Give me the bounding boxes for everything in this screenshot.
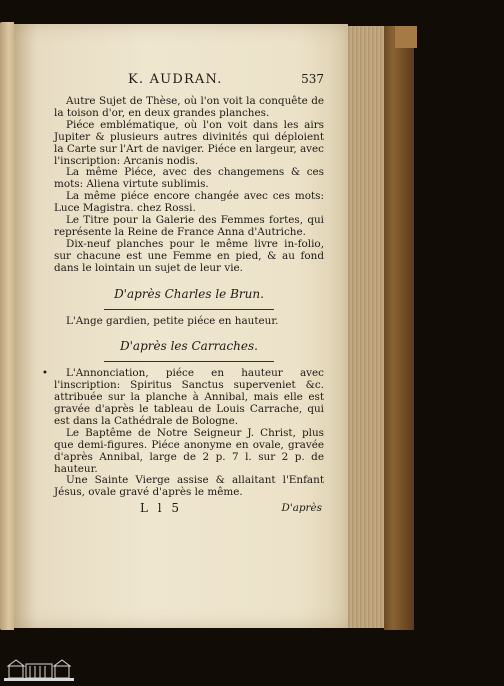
section-heading — [54, 341, 324, 353]
section-heading-text: D'après les Carraches. — [120, 339, 258, 354]
paragraph: Piéce emblématique, où l'on voit dans les airs Jupiter & plusieurs autres divinités qui déploient la Carte sur l'Art de naviger. Piéce en largeur, avec l'inscription: Arcanis nodis. — [54, 118, 324, 167]
section-heading-text: D'après Charles le Brun. — [114, 286, 264, 301]
header-title: K. AUDRAN. — [128, 72, 223, 87]
main-text — [41, 95, 324, 517]
paragraph: Autre Sujet de Thèse, où l'on voit la conquête de la toison d'or, en deux grandes planches. — [54, 95, 324, 119]
section-heading — [54, 286, 324, 301]
paragraph: Dix-neuf planches pour le même livre in-folio, sur chacune est une Femme en pied, & au fond dans le lointain un sujet de leur vie. — [54, 237, 324, 274]
library-building-icon — [4, 658, 74, 682]
paragraph: L'Ange gardien, petite piéce en hauteur. — [66, 314, 279, 327]
page-block-edge — [344, 26, 384, 628]
paragraph: Une Sainte Vierge assise & allaitant l'Enfant Jésus, ovale gravé d'après le même. — [54, 474, 324, 499]
bulleted-entry — [41, 367, 324, 428]
paragraph: La même piéce encore changée avec ces mots: Luce Magistra. chez Rossi. — [54, 190, 324, 215]
paragraph: Le Titre pour la Galerie des Femmes fortes, qui représente la Reine de France Anna d'Autriche. — [54, 214, 324, 238]
section-rule — [104, 361, 274, 362]
margin-bullet: • — [41, 367, 48, 380]
page-text — [14, 24, 348, 628]
signature-mark: L l 5 — [140, 501, 183, 516]
bottom-band — [0, 652, 504, 685]
catchword: D'après — [281, 502, 322, 515]
section-rule — [104, 309, 274, 310]
paragraph: L'Annonciation, piéce en hauteur avec l'inscription: Spiritus Sanctus superveniet &c. attribuée sur la planche à Annibal, mais elle est gravée d'après le tableau de Louis Carrache, qui est dans la Cathédrale de Bologne. — [54, 367, 324, 427]
left-page-edge — [0, 22, 14, 630]
paragraph: La même Piéce, avec des changemens & ces mots: Aliena virtute sublimis. — [54, 166, 324, 191]
page-footer — [54, 503, 324, 517]
cover-corner — [395, 26, 417, 48]
paragraph: Le Baptême de Notre Seigneur J. Christ, plus que demi-figures. Piéce anonyme en ovale, gravée d'après Annibal, large de 2 p. 7 l. sur 2 p. de hauteur. — [54, 426, 324, 475]
running-header — [60, 74, 328, 90]
book-page — [14, 24, 348, 628]
page-number: 537 — [301, 72, 324, 86]
book-cover-board — [384, 26, 414, 630]
